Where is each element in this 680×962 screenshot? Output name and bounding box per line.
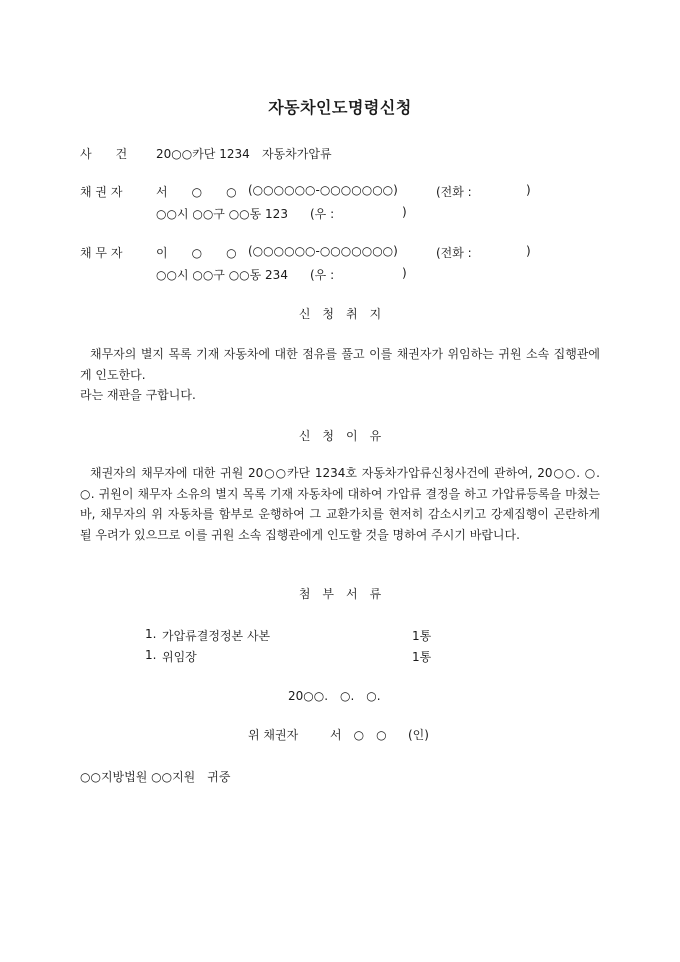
court-addressee: ○○지방법원 ○○지원 귀중 — [80, 770, 231, 784]
creditor-phone-label: (전화 : — [436, 185, 472, 199]
debtor-postal-close: ) — [402, 266, 407, 280]
debtor-postal-label: (우 : — [310, 268, 335, 282]
attachment-name: 가압류결정정본 사본 — [162, 629, 271, 643]
attachment-number: 1. — [145, 648, 157, 662]
attachment-count: 1통 — [412, 650, 432, 664]
debtor-id: (○○○○○○-○○○○○○○) — [248, 244, 398, 258]
debtor-name: 이 ○ ○ — [156, 246, 237, 260]
attachment-number: 1. — [145, 627, 157, 641]
purpose-heading: 신 청 취 지 — [298, 307, 382, 321]
attachments-heading: 첨 부 서 류 — [298, 587, 382, 601]
creditor-postal-label: (우 : — [310, 207, 335, 221]
purpose-closing: 라는 재판을 구합니다. — [80, 388, 196, 402]
case-number: 20○○카단 1234 — [156, 147, 250, 161]
signature-seal: (인) — [408, 728, 429, 742]
creditor-id: (○○○○○○-○○○○○○○) — [248, 183, 398, 197]
attachment-count: 1통 — [412, 629, 432, 643]
reason-body: 채권자의 채무자에 대한 귀원 20○○카단 1234호 자동차가압류신청사건에 관하여, 20○○. ○. ○. 귀원이 채무자 소유의 별지 목록 기재 자동차에 대하여 가압류 결정을 하고 가압류등록을 마쳤는바, 채무자의 위 자동차를 함부로 운행하여 그 교환가치를 현저히 감소시키고 강제집행이 곤란하게 될 우려가 있으므로 이를 귀원 소속 집행관에게 인도할 것을 명하여 주시기 바랍니다. — [80, 466, 600, 542]
debtor-phone-close: ) — [526, 244, 531, 258]
creditor-label: 채 권 자 — [80, 185, 123, 199]
creditor-name: 서 ○ ○ — [156, 185, 237, 199]
debtor-phone-label: (전화 : — [436, 246, 472, 260]
signature-name: 서 ○ ○ — [330, 728, 387, 742]
reason-heading: 신 청 이 유 — [298, 429, 382, 443]
case-name: 자동차가압류 — [262, 147, 332, 161]
creditor-phone-close: ) — [526, 183, 531, 197]
debtor-label: 채 무 자 — [80, 246, 123, 260]
document-date: 20○○. ○. ○. — [288, 689, 381, 703]
debtor-address: ○○시 ○○구 ○○동 234 — [156, 268, 288, 282]
creditor-address: ○○시 ○○구 ○○동 123 — [156, 207, 288, 221]
purpose-body: 채무자의 별지 목록 기재 자동차에 대한 점유를 풀고 이를 채권자가 위임하는 귀원 소속 집행관에게 인도한다. — [80, 347, 600, 382]
signature-role: 위 채권자 — [248, 728, 299, 742]
case-label: 사 건 — [80, 147, 128, 161]
creditor-postal-close: ) — [402, 205, 407, 219]
attachment-name: 위임장 — [162, 650, 197, 664]
document-title: 자동차인도명령신청 — [268, 98, 412, 117]
